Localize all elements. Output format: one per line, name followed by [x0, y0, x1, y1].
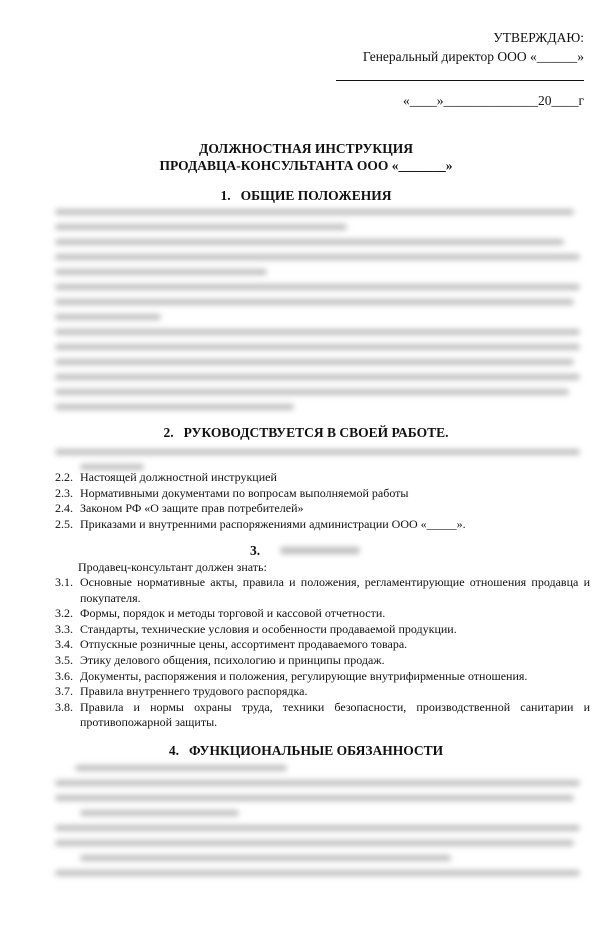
approval-date: «____»______________20____г: [402, 93, 584, 108]
section-3-intro: Продавец-консультант должен знать:: [78, 560, 267, 574]
list-item: 3.5. Этику делового общения, психологию и принципы продаж.: [55, 652, 385, 667]
list-item: 3.7. Правила внутреннего трудового распорядка.: [55, 684, 308, 699]
section-1-number: 1.: [220, 188, 231, 203]
document-title-line1: ДОЛЖНОСТНАЯ ИНСТРУКЦИЯ: [199, 141, 413, 156]
section-3-number: 3.: [250, 543, 261, 558]
section-4-number: 4.: [168, 743, 179, 758]
section-3-list: [55, 575, 590, 731]
section-4-blurred-text: [55, 756, 585, 885]
section-2-number: 2.: [163, 425, 174, 440]
approval-position: Генеральный директор ООО «______»: [362, 49, 584, 64]
list-item: 3.1. Основные нормативные акты, правила и положения, регламентирующие отношения продавца и покупателя.: [55, 575, 590, 605]
list-item: 3.8. Правила и нормы охраны труда, техники безопасности, производственной санитарии и противопожарной защиты.: [55, 699, 590, 730]
list-item: 3.6. Документы, распоряжения и положения, регулирующие внутрифирменные отношения.: [55, 668, 528, 683]
section-3-blurred-title: [280, 547, 360, 554]
approval-title: УТВЕРЖДАЮ:: [493, 30, 584, 45]
section-2-list: [55, 470, 590, 532]
list-item: 3.2. Формы, порядок и методы торговой и кассовой отчетности.: [55, 606, 386, 621]
section-1-blurred-text: [55, 200, 585, 419]
list-item: 2.2. Настоящей должностной инструкцией: [55, 470, 277, 484]
list-item: 2.5. Приказами и внутренними распоряжениями администрации ООО «_____».: [55, 516, 466, 531]
document-title: [0, 140, 612, 174]
document-title-line2: ПРОДАВЦА-КОНСУЛЬТАНТА ООО «_______»: [159, 158, 453, 173]
section-2-heading: [0, 425, 612, 441]
section-2-title: РУКОВОДСТВУЕТСЯ В СВОЕЙ РАБОТЕ.: [183, 425, 449, 440]
list-item: 3.3. Стандарты, технические условия и особенности продаваемой продукции.: [55, 621, 457, 636]
section-1-title: ОБЩИЕ ПОЛОЖЕНИЯ: [240, 188, 392, 203]
section-4-title: ФУНКЦИОНАЛЬНЫЕ ОБЯЗАННОСТИ: [188, 743, 444, 758]
signature-line: [336, 70, 584, 81]
list-item: 2.3. Нормативными документами по вопросам выполняемой работы: [55, 485, 409, 500]
list-item: 2.4. Законом РФ «О защите прав потребителей»: [55, 501, 304, 516]
list-item: 3.4. Отпускные розничные цены, ассортимент продаваемого товара.: [55, 637, 408, 652]
approval-block: [284, 28, 584, 110]
